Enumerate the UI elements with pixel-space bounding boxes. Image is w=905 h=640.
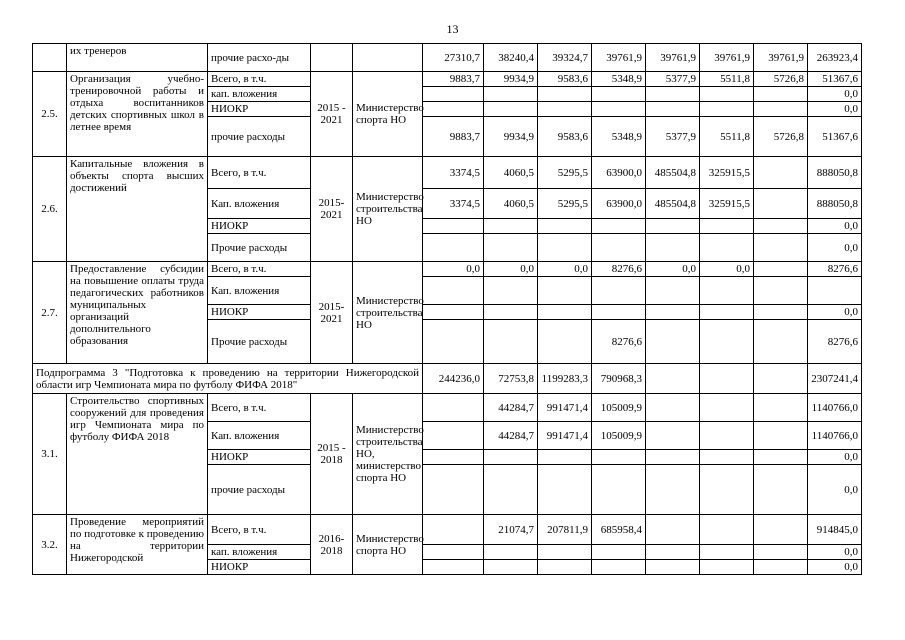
value-cell <box>423 102 484 117</box>
value-cell <box>700 277 754 305</box>
value-cell: 0,0 <box>484 262 538 277</box>
total-cell: 51367,6 <box>808 117 862 157</box>
value-cell <box>700 422 754 450</box>
value-cell <box>592 450 646 465</box>
type-cell: Всего, в т.ч. <box>208 515 311 545</box>
table-row <box>33 364 905 394</box>
value-cell <box>484 305 538 320</box>
executor-cell: Министерство спорта НО <box>353 72 423 157</box>
value-cell <box>754 515 808 545</box>
value-cell: 5295,5 <box>538 189 592 219</box>
value-cell: 1199283,3 <box>538 364 592 394</box>
total-cell <box>808 277 862 305</box>
value-cell: 5377,9 <box>646 72 700 87</box>
total-cell: 0,0 <box>808 560 862 575</box>
value-cell <box>423 560 484 575</box>
value-cell: 9583,6 <box>538 117 592 157</box>
value-cell: 39761,9 <box>700 44 754 72</box>
value-cell: 9883,7 <box>423 117 484 157</box>
type-cell: Всего, в т.ч. <box>208 72 311 87</box>
value-cell: 325915,5 <box>700 157 754 189</box>
value-cell <box>754 545 808 560</box>
executor-cell: Министерство строительства НО <box>353 157 423 262</box>
total-cell: 0,0 <box>808 465 862 515</box>
value-cell: 5726,8 <box>754 117 808 157</box>
value-cell <box>754 450 808 465</box>
value-cell <box>423 422 484 450</box>
table-row <box>33 262 905 277</box>
type-cell: НИОКР <box>208 219 311 234</box>
value-cell <box>538 219 592 234</box>
value-cell: 9934,9 <box>484 72 538 87</box>
value-cell <box>538 102 592 117</box>
value-cell <box>592 277 646 305</box>
value-cell <box>646 450 700 465</box>
table-row <box>33 157 905 189</box>
value-cell: 9883,7 <box>423 72 484 87</box>
value-cell <box>484 102 538 117</box>
value-cell <box>646 364 700 394</box>
value-cell <box>592 465 646 515</box>
value-cell: 39761,9 <box>646 44 700 72</box>
value-cell <box>484 87 538 102</box>
value-cell: 105009,9 <box>592 394 646 422</box>
value-cell <box>423 515 484 545</box>
value-cell <box>423 277 484 305</box>
value-cell <box>646 515 700 545</box>
value-cell <box>700 515 754 545</box>
total-cell: 0,0 <box>808 305 862 320</box>
value-cell <box>646 305 700 320</box>
value-cell <box>700 465 754 515</box>
executor-cell <box>353 44 423 72</box>
type-cell: НИОКР <box>208 102 311 117</box>
value-cell <box>538 305 592 320</box>
description-cell: Организация учебно-тренировочной работы и отдыха воспитанников детских спортивных школ в летнее время <box>67 72 208 157</box>
value-cell: 790968,3 <box>592 364 646 394</box>
value-cell <box>754 102 808 117</box>
total-cell: 1140766,0 <box>808 394 862 422</box>
table-row <box>33 394 905 422</box>
total-cell: 888050,8 <box>808 189 862 219</box>
value-cell <box>592 545 646 560</box>
type-cell: Прочие расходы <box>208 320 311 364</box>
value-cell <box>484 465 538 515</box>
total-cell: 0,0 <box>808 234 862 262</box>
value-cell <box>700 102 754 117</box>
value-cell <box>538 450 592 465</box>
total-cell: 8276,6 <box>808 320 862 364</box>
value-cell: 63900,0 <box>592 189 646 219</box>
value-cell <box>754 465 808 515</box>
value-cell <box>646 560 700 575</box>
total-cell: 1140766,0 <box>808 422 862 450</box>
value-cell <box>538 87 592 102</box>
value-cell: 9934,9 <box>484 117 538 157</box>
value-cell <box>700 219 754 234</box>
value-cell: 39761,9 <box>592 44 646 72</box>
value-cell <box>754 394 808 422</box>
num-cell: 2.5. <box>33 72 67 157</box>
page-number: 13 <box>446 22 459 36</box>
type-cell: НИОКР <box>208 305 311 320</box>
value-cell: 991471,4 <box>538 422 592 450</box>
period-cell: 2015-2021 <box>311 262 353 364</box>
type-cell: прочие расходы <box>208 465 311 515</box>
description-cell: Строительство спортивных сооружений для проведения игр Чемпионата мира по футболу ФИФА 2018 <box>67 394 208 515</box>
value-cell <box>646 234 700 262</box>
value-cell <box>700 364 754 394</box>
total-cell: 914845,0 <box>808 515 862 545</box>
value-cell <box>592 305 646 320</box>
value-cell <box>484 545 538 560</box>
value-cell <box>754 560 808 575</box>
total-cell: 0,0 <box>808 450 862 465</box>
num-cell <box>33 44 67 72</box>
value-cell: 38240,4 <box>484 44 538 72</box>
value-cell: 4060,5 <box>484 157 538 189</box>
value-cell: 21074,7 <box>484 515 538 545</box>
num-cell: 3.2. <box>33 515 67 575</box>
value-cell <box>700 234 754 262</box>
value-cell: 8276,6 <box>592 262 646 277</box>
value-cell: 4060,5 <box>484 189 538 219</box>
description-cell: их тренеров <box>67 44 208 72</box>
value-cell: 0,0 <box>646 262 700 277</box>
type-cell: прочие расхо-ды <box>208 44 311 72</box>
value-cell <box>538 320 592 364</box>
value-cell <box>646 320 700 364</box>
value-cell: 5377,9 <box>646 117 700 157</box>
value-cell: 5726,8 <box>754 72 808 87</box>
value-cell <box>484 219 538 234</box>
executor-cell: Министерство строительства НО, министерство спорта НО <box>353 394 423 515</box>
value-cell: 44284,7 <box>484 394 538 422</box>
total-cell: 0,0 <box>808 87 862 102</box>
value-cell: 685958,4 <box>592 515 646 545</box>
value-cell <box>592 102 646 117</box>
total-cell: 888050,8 <box>808 157 862 189</box>
type-cell: Кап. вложения <box>208 422 311 450</box>
value-cell: 5511,8 <box>700 72 754 87</box>
table-row <box>33 72 905 87</box>
value-cell: 244236,0 <box>423 364 484 394</box>
total-cell: 0,0 <box>808 219 862 234</box>
value-cell: 207811,9 <box>538 515 592 545</box>
value-cell <box>484 234 538 262</box>
value-cell <box>646 545 700 560</box>
value-cell: 9583,6 <box>538 72 592 87</box>
value-cell <box>484 320 538 364</box>
total-cell: 8276,6 <box>808 262 862 277</box>
value-cell <box>700 560 754 575</box>
value-cell <box>423 320 484 364</box>
type-cell: Прочие расходы <box>208 234 311 262</box>
value-cell: 39324,7 <box>538 44 592 72</box>
period-cell: 2016-2018 <box>311 515 353 575</box>
period-cell: 2015 - 2018 <box>311 394 353 515</box>
value-cell <box>423 305 484 320</box>
type-cell: Кап. вложения <box>208 277 311 305</box>
budget-table <box>32 43 905 575</box>
value-cell <box>700 87 754 102</box>
value-cell: 63900,0 <box>592 157 646 189</box>
value-cell: 991471,4 <box>538 394 592 422</box>
executor-cell: Министерство строительства НО <box>353 262 423 364</box>
value-cell <box>423 394 484 422</box>
period-cell: 2015 - 2021 <box>311 72 353 157</box>
value-cell <box>423 219 484 234</box>
value-cell <box>538 277 592 305</box>
subprogram-title: Подпрограмма 3 "Подготовка к проведению на территории Нижегородской области игр Чемпионата мира по футболу ФИФА 2018" <box>33 364 423 394</box>
value-cell <box>423 87 484 102</box>
value-cell <box>646 87 700 102</box>
value-cell <box>646 465 700 515</box>
value-cell <box>754 234 808 262</box>
num-cell: 2.7. <box>33 262 67 364</box>
description-cell: Проведение мероприятий по подготовке к проведению на территории Нижегородской <box>67 515 208 575</box>
value-cell <box>700 305 754 320</box>
value-cell <box>754 189 808 219</box>
value-cell <box>754 262 808 277</box>
value-cell <box>592 87 646 102</box>
value-cell: 44284,7 <box>484 422 538 450</box>
value-cell <box>754 219 808 234</box>
value-cell: 105009,9 <box>592 422 646 450</box>
value-cell <box>484 560 538 575</box>
value-cell <box>754 422 808 450</box>
value-cell <box>423 450 484 465</box>
total-cell: 0,0 <box>808 545 862 560</box>
value-cell <box>646 422 700 450</box>
value-cell: 8276,6 <box>592 320 646 364</box>
value-cell <box>538 234 592 262</box>
value-cell <box>700 450 754 465</box>
value-cell: 325915,5 <box>700 189 754 219</box>
value-cell <box>700 545 754 560</box>
num-cell: 3.1. <box>33 394 67 515</box>
value-cell: 3374,5 <box>423 189 484 219</box>
type-cell: Всего, в т.ч. <box>208 394 311 422</box>
num-cell: 2.6. <box>33 157 67 262</box>
value-cell <box>646 102 700 117</box>
value-cell: 5348,9 <box>592 72 646 87</box>
table-row <box>33 44 905 72</box>
value-cell <box>423 234 484 262</box>
value-cell <box>754 305 808 320</box>
total-cell: 263923,4 <box>808 44 862 72</box>
type-cell: Всего, в т.ч. <box>208 262 311 277</box>
value-cell <box>423 545 484 560</box>
total-cell: 2307241,4 <box>808 364 862 394</box>
value-cell <box>538 560 592 575</box>
value-cell <box>754 320 808 364</box>
value-cell <box>646 394 700 422</box>
period-cell: 2015-2021 <box>311 157 353 262</box>
description-cell: Предоставление субсидии на повышение оплаты труда педагогических работников муниципальных организаций дополнительного образования <box>67 262 208 364</box>
value-cell <box>700 394 754 422</box>
value-cell: 0,0 <box>700 262 754 277</box>
type-cell: Всего, в т.ч. <box>208 157 311 189</box>
value-cell: 5348,9 <box>592 117 646 157</box>
type-cell: Кап. вложения <box>208 189 311 219</box>
type-cell: НИОКР <box>208 560 311 575</box>
value-cell: 0,0 <box>423 262 484 277</box>
value-cell: 3374,5 <box>423 157 484 189</box>
total-cell: 0,0 <box>808 102 862 117</box>
value-cell <box>700 320 754 364</box>
period-cell <box>311 44 353 72</box>
value-cell <box>754 277 808 305</box>
value-cell: 39761,9 <box>754 44 808 72</box>
description-cell: Капитальные вложения в объекты спорта высших достижений <box>67 157 208 262</box>
value-cell <box>484 450 538 465</box>
value-cell <box>646 219 700 234</box>
type-cell: кап. вложения <box>208 545 311 560</box>
value-cell: 485504,8 <box>646 189 700 219</box>
value-cell <box>538 465 592 515</box>
value-cell <box>592 560 646 575</box>
value-cell: 72753,8 <box>484 364 538 394</box>
value-cell: 5295,5 <box>538 157 592 189</box>
value-cell: 485504,8 <box>646 157 700 189</box>
value-cell <box>592 219 646 234</box>
total-cell: 51367,6 <box>808 72 862 87</box>
value-cell: 27310,7 <box>423 44 484 72</box>
type-cell: НИОКР <box>208 450 311 465</box>
value-cell <box>484 277 538 305</box>
type-cell: кап. вложения <box>208 87 311 102</box>
value-cell <box>423 465 484 515</box>
value-cell <box>754 364 808 394</box>
value-cell: 0,0 <box>538 262 592 277</box>
value-cell <box>646 277 700 305</box>
type-cell: прочие расходы <box>208 117 311 157</box>
value-cell <box>592 234 646 262</box>
value-cell: 5511,8 <box>700 117 754 157</box>
value-cell <box>538 545 592 560</box>
value-cell <box>754 157 808 189</box>
table-row <box>33 515 905 545</box>
executor-cell: Министерство спорта НО <box>353 515 423 575</box>
value-cell <box>754 87 808 102</box>
